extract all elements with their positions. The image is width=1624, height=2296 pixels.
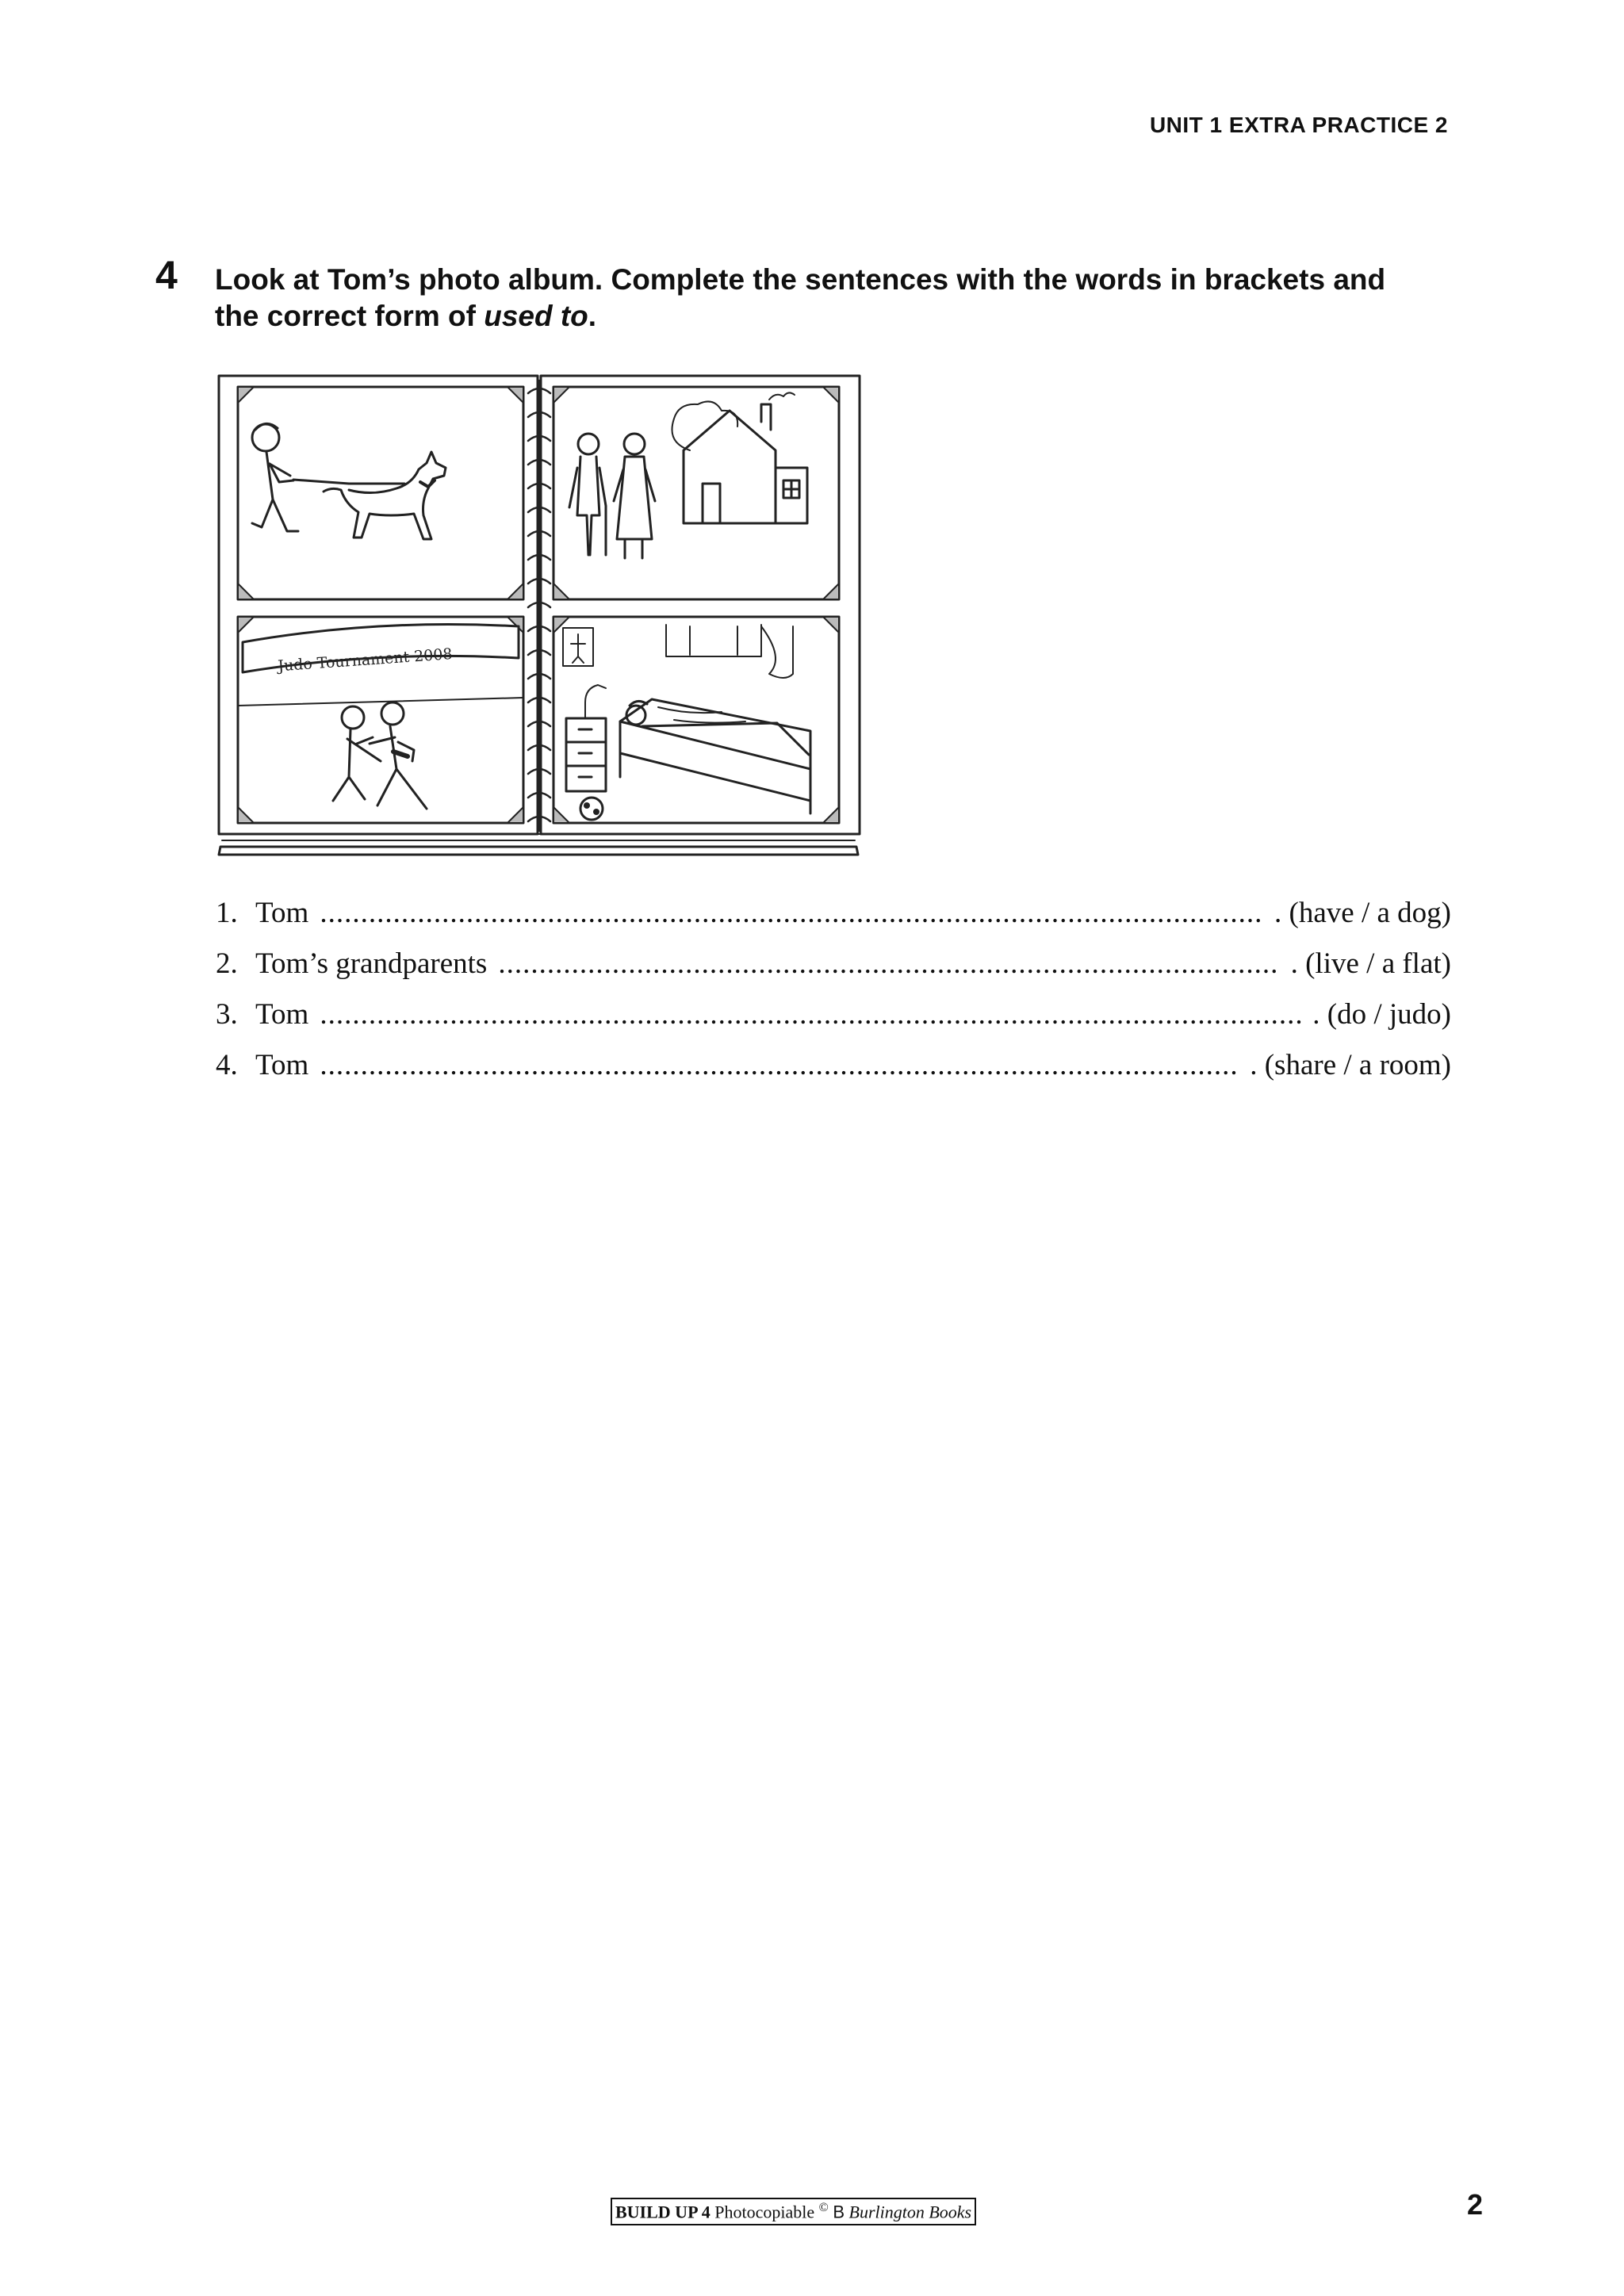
- sentence-hint: . (have / a dog): [1274, 897, 1451, 929]
- answer-blank[interactable]: [320, 997, 1301, 1031]
- sentence-number: 1.: [216, 897, 238, 929]
- instruction-emphasis: used to: [484, 300, 588, 332]
- sentence-subject: Tom: [255, 1049, 309, 1081]
- instruction-text: Look at Tom’s photo album. Complete the sentences with the words in brackets and the correct form of: [215, 263, 1386, 332]
- instruction-end: .: [588, 300, 597, 332]
- sentence-1: [216, 896, 1451, 947]
- answer-blank[interactable]: [320, 1048, 1239, 1082]
- sentence-number: 4.: [216, 1049, 238, 1081]
- page-header: UNIT 1 EXTRA PRACTICE 2: [1149, 113, 1448, 137]
- footer-publisher: Burlington Books: [848, 2202, 972, 2222]
- sentence-subject: Tom: [255, 897, 309, 929]
- footer-b: B: [833, 2202, 845, 2222]
- sentence-hint: . (do / judo): [1312, 998, 1451, 1031]
- sentence-subject: Tom: [255, 998, 309, 1031]
- sentence-2: [216, 947, 1451, 997]
- sentence-hint: . (live / a flat): [1290, 947, 1451, 980]
- sentence-4: [216, 1048, 1451, 1099]
- sentence-hint: . (share / a room): [1250, 1049, 1451, 1081]
- exercise-number: 4: [155, 253, 178, 297]
- page-number: 2: [1467, 2188, 1484, 2221]
- copyright-symbol: ©: [818, 2201, 829, 2214]
- sentence-subject: Tom’s grandparents: [255, 947, 488, 980]
- footer-series: BUILD UP 4: [615, 2202, 710, 2222]
- sentence-number: 3.: [216, 998, 238, 1031]
- exercise-instruction: [215, 262, 1404, 335]
- footer-photocopiable: Photocopiable: [714, 2202, 815, 2222]
- answer-blank[interactable]: [498, 947, 1279, 981]
- banner-text: Judo Tournament 2008: [277, 645, 454, 675]
- sentences-list: [216, 896, 1451, 1099]
- answer-blank[interactable]: [320, 896, 1263, 930]
- footer-copyright: [611, 2198, 976, 2225]
- sentence-3: [216, 997, 1451, 1048]
- photo-album-illustration: [214, 365, 864, 872]
- sentence-number: 2.: [216, 947, 238, 980]
